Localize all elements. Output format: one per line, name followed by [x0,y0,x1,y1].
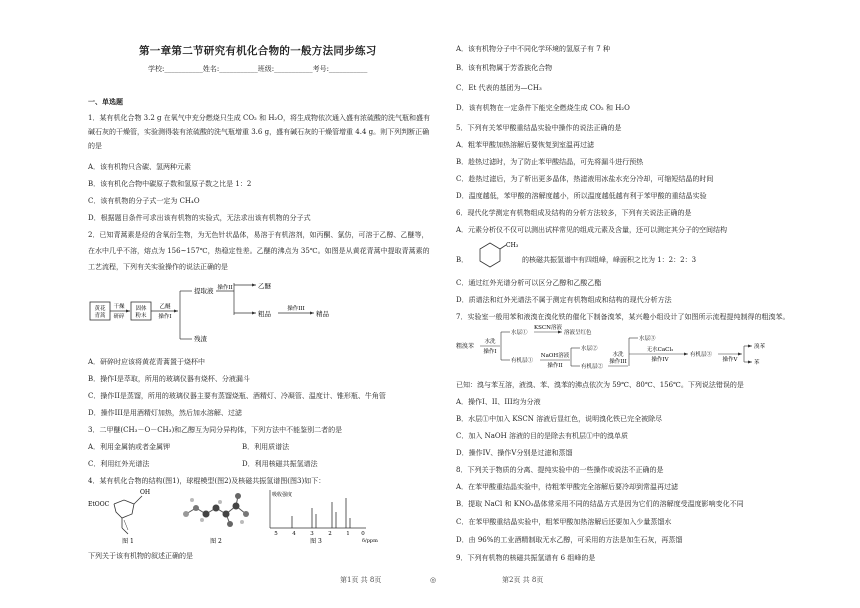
q5-stem: 5．下列有关苯甲酸重结晶实验中操作的说法正确的是 [456,124,622,132]
q5-option-a: A．粗苯甲酸加热溶解后要恢复到室温再过滤 [456,141,595,149]
q1-line-1: 1．某有机化合物 3.2 g 在氧气中充分燃烧只生成 CO₂ 和 H₂O，将生成物依次通入盛有浓硫酸的洗气瓶和盛有 [88,114,430,122]
flow2-op1: 操作I [483,349,497,355]
flow1-crude: 粗品 [258,310,271,318]
q6-option-c: C．通过红外光谱分析可以区分乙醇和乙酸乙酯 [456,279,602,287]
q8-option-b: B．提取 NaCl 和 KNO₃晶体常采用不同的结晶方式是因为它们的溶解度受温度影响变化不同 [456,500,744,508]
q1-line-3: 的是 [88,142,102,150]
flow2-org1: 有机层① [511,358,534,364]
q4-stem: 4．某有机化合物的结构(图1)，球棍模型(图2)及核磁共振氢谱图(图3)如下： [88,477,326,485]
flow1-box-solid-1: 固体 [135,306,147,312]
q1-option-c: C．该有机物的分子式一定为 CH₄O [88,197,200,205]
q3-option-c: C．利用红外光谱法 [88,460,150,468]
q8-option-a: A．在苯甲酸重结晶实验中，待粗苯甲酸完全溶解后要冷却到常温再过滤 [456,483,679,491]
student-info-line: 学校:___________姓名:___________班级:___________考号:___________ [148,65,368,73]
footer-separator: ◎ [430,576,437,584]
flow2-op4: 操作IV [651,357,669,363]
nmr-tick-3: 3 [310,531,314,537]
q2-option-a: A．研碎时应该将黄花青蒿置于烧杯中 [88,358,206,366]
q6-option-d: D．质谱法和红外光谱法不属于测定有机物组成和结构的现代分析方法 [456,296,672,304]
q7-option-c: C．加入 NaOH 溶液的目的是除去有机层①中的溴单质 [456,432,628,440]
q3-stem: 3．二甲醚(CH₃－O－CH₃)和乙醇互为同分异构体，下列方法中不能鉴别二者的是 [88,426,343,434]
flow2-red: 溶液呈红色 [564,330,592,336]
q2-line-3: 工艺流程，下列有关实验操作的说法正确的是 [88,263,228,271]
flow1-ether-out: 乙醚 [258,283,271,290]
flow2-op5: 操作V [722,357,738,363]
nmr-xlabel: δ/ppm [362,538,378,544]
extraction-flow-diagram [88,283,358,347]
flow1-op3: 操作III [287,306,305,312]
flow2-wash2: 水洗 [612,352,624,358]
fig2-caption: 图 2 [210,538,222,544]
flow1-box-solid-2: 粉末 [135,313,147,319]
q4-option-d: D．该有机物在一定条件下能完全燃烧生成 CO₂ 和 H₂O [456,104,630,112]
q5-option-c: C．趁热过滤后，为了析出更多晶体，热滤液用冰盐水充分冷却，可缩短结晶的时间 [456,175,714,183]
page-title: 第一章第二节研究有机化合物的一般方法同步练习 [139,45,377,57]
q9-stem: 9．下列有机物的核磁共振氢谱有 6 组峰的是 [456,554,596,562]
flow1-residue: 残渣 [194,335,207,343]
q2-option-c: C．操作II是蒸馏，所用的玻璃仪器主要有蒸馏烧瓶、酒精灯、冷凝管、温度计、锥形瓶、牛角管 [88,392,386,400]
flow1-op2: 操作II [217,285,233,291]
q8-option-c: C．在苯甲酸重结晶实验中，粗苯甲酸加热溶解后还要加入少量蒸馏水 [456,518,672,526]
q7-option-a: A．操作I、II、III均为分液 [456,398,541,406]
flow1-step-dry: 干燥 [113,304,125,310]
ball-stick-figure [183,493,249,544]
flow1-solvent-label: 乙醚 [159,304,171,310]
flow2-kscn: KSCN溶液 [534,325,562,331]
q3-option-d: D．利用核磁共振氢谱法 [242,460,318,468]
nmr-tick-4: 4 [292,531,296,537]
q1-option-a: A．该有机物只含碳、氢两种元素 [88,163,192,171]
flow2-cacl2: 无水CaCl₂ [646,347,674,353]
ester-label: EtOOC [88,501,110,508]
flow2-naoh: NaOH溶液 [540,353,570,359]
q2-line-1: 2．已知青蒿素是烃的含氧衍生物，为无色针状晶体，易溶于有机溶剂，如丙酮、氯仿，可溶于乙醇、乙醚等， [88,231,429,239]
flow2-crude: 粗溴苯 [456,343,475,350]
flow1-box-plant-1: 黄花 [94,306,106,312]
nmr-tick-1: 1 [346,531,350,537]
nmr-ylabel: 吸收强度 [272,492,293,498]
q1-option-d: D．根据题目条件可求出该有机物的实验式，无法求出该有机物的分子式 [88,214,311,222]
bromobenzene-purification-flow [456,324,836,370]
methyl-label: CH₃ [506,242,519,249]
q5-option-b: B．趁热过滤时，为了防止苯甲酸结晶，可先将漏斗进行预热 [456,158,644,166]
flow2-org3: 有机层③ [690,352,713,358]
flow2-bromobenzene: 溴苯 [754,344,766,350]
q4-figures [88,488,378,544]
flow2-aq1: 水层① [511,330,528,336]
q3-option-b: B．利用质谱法 [242,443,290,451]
right-page [430,0,860,608]
q1-option-b: B．该有机化合物中碳原子数和氢原子数之比是 1：2 [88,180,252,188]
footer-page-right: 第2页 共 8页 [502,576,544,584]
q6-option-b-label: B． [456,256,469,264]
q8-stem: 8．下列关于物质的分离、提纯实验中的一些操作或说法不正确的是 [456,466,664,474]
footer-page-left: 第1页 共 8页 [340,576,382,584]
q4-option-b: B．该有机物属于芳香族化合物 [456,64,553,72]
q3-option-a: A．利用金属钠或者金属钾 [88,443,171,451]
q4-option-a: A．该有机物分子中不同化学环境的氢原子有 7 种 [456,45,610,53]
flow2-aq2: 水层② [581,346,598,352]
q7-stem: 7．实验室一般用苯和液溴在溴化铁的催化下制备溴苯，某兴趣小组设计了如图所示流程提纯制得的粗溴苯。 [456,313,790,321]
flow1-op1-label: 操作I [158,314,172,320]
flow1-fine: 精品 [316,310,329,318]
q7-option-b: B．水层①中加入 KSCN 溶液后显红色，说明溴化铁已完全被除尽 [456,415,663,423]
flow2-wash: 水洗 [484,339,496,345]
q4-tail: 下列关于该有机物的叙述正确的是 [88,552,193,560]
q2-option-d: D．操作III是用酒精灯加热，然后加水溶解、过滤 [88,409,242,417]
flow1-box-plant-2: 青蒿 [94,313,106,319]
nmr-figure [270,490,378,544]
q2-line-2: 在水中几乎不溶，熔点为 156~157℃，热稳定性差。乙醚的沸点为 35℃。如图是从黄花青蒿中提取青蒿素的 [88,247,430,255]
q8-option-d: D．由 96%的工业酒精制取无水乙醇，可采用的方法是加生石灰，再蒸馏 [456,536,683,544]
flow2-benzene: 苯 [754,360,760,366]
fig1-caption: 图 1 [122,538,134,544]
q6-stem: 6．现代化学测定有机物组成及结构的分析方法较多，下列有关说法正确的是 [456,209,692,217]
methylcyclohexane-structure [472,239,520,271]
nmr-tick-5: 5 [274,531,278,537]
flow1-extract: 提取液 [194,287,214,295]
flow2-op3: 操作III [609,359,627,365]
flow1-step-grind: 研碎 [113,314,125,320]
flow2-aq3: 水层③ [639,336,656,342]
nmr-tick-0: 0 [361,531,365,537]
oh-label: OH [140,489,151,496]
q6-option-b-text: 的核磁共振氢谱中有四组峰，峰面积之比为 1：2：2：3 [522,256,697,264]
q7-given: 已知：溴与苯互溶，液溴、苯、溴苯的沸点依次为 59℃、80℃、156℃。下列说法错误的是 [456,381,744,389]
q6-option-a: A．元素分析仪不仅可以测出试样常见的组成元素及含量，还可以测定其分子的空间结构 [456,226,728,234]
flow2-op2: 操作II [547,363,563,369]
q5-option-d: D．温度越低，苯甲酸的溶解度越小，所以温度越低越有利于苯甲酸的重结晶实验 [456,192,707,200]
q7-option-d: D．操作IV、操作V分别是过滤和蒸馏 [456,449,573,457]
fig3-caption: 图 3 [310,538,322,544]
structure-figure [88,489,150,544]
flow2-org2: 有机层② [581,364,604,370]
q2-option-b: B．操作I是萃取，所用的玻璃仪器有烧杯、分液漏斗 [88,375,250,383]
nmr-tick-2: 2 [328,531,332,537]
q4-option-c: C．Et 代表的基团为—CH₃ [456,84,542,92]
section-heading: 一、单选题 [88,97,123,106]
q1-line-2: 碱石灰的干燥管，实验测得装有浓硫酸的洗气瓶增重 3.6 g，盛有碱石灰的干燥管增重 4.4 g。则下列判断正确 [88,128,430,136]
